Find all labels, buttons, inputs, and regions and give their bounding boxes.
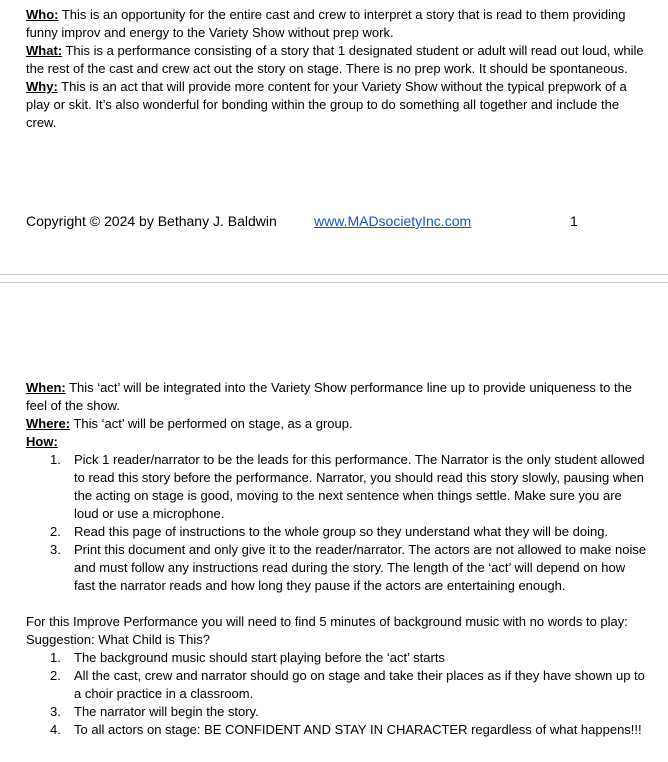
- when-text: This ‘act’ will be integrated into the Variety Show performance line up to provide uniqueness to the feel of the show.: [26, 380, 633, 413]
- list-item-number: 2.: [50, 668, 61, 683]
- list-item-text: All the cast, crew and narrator should go on stage and take their places as if they have shown up to a choir practice in a classroom.: [74, 668, 645, 701]
- when-paragraph: [26, 379, 650, 415]
- website-link[interactable]: www.MADsocietyInc.com: [314, 213, 472, 229]
- list-item: [50, 667, 648, 703]
- where-paragraph: [26, 415, 650, 433]
- who-text: This is an opportunity for the entire cast and crew to interpret a story that is read to them providing funny improv and energy to the Variety Show without prep work.: [26, 7, 626, 40]
- page-footer: [26, 211, 646, 231]
- list-item-number: 1.: [50, 650, 61, 665]
- who-label: Who:: [26, 7, 59, 22]
- what-paragraph: [26, 42, 650, 78]
- list-item-text: The background music should start playing before the ‘act’ starts: [74, 650, 445, 665]
- how-heading: [26, 433, 650, 451]
- list-item-number: 3.: [50, 704, 61, 719]
- list-item-text: The narrator will begin the story.: [74, 704, 259, 719]
- when-label: When:: [26, 380, 66, 395]
- what-label: What:: [26, 43, 63, 58]
- list-item: [50, 541, 648, 595]
- page-one: [0, 6, 668, 229]
- who-paragraph: [26, 6, 650, 42]
- list-item: [50, 721, 648, 739]
- list-item-number: 1.: [50, 452, 61, 467]
- why-paragraph: [26, 78, 650, 132]
- page-number: 1: [570, 213, 578, 229]
- list-item: [50, 523, 648, 541]
- list-item-text: To all actors on stage: BE CONFIDENT AND STAY IN CHARACTER regardless of what happens!!!: [74, 722, 642, 737]
- page-break-line-bottom: [0, 282, 668, 283]
- where-text: This ‘act’ will be performed on stage, as a group.: [70, 416, 353, 431]
- music-intro: For this Improve Performance you will need to find 5 minutes of background music with no words to play:: [26, 614, 628, 629]
- music-steps-list: [0, 649, 668, 739]
- list-item-text: Read this page of instructions to the whole group so they understand what they will be doing.: [74, 524, 609, 539]
- list-item-text: Print this document and only give it to the reader/narrator. The actors are not allowed to make noise and must follow any instructions read during the story. The length of the ‘act’ will depend on how fast the narrator reads and how long they pause if the actors are entertaining enough.: [74, 542, 647, 593]
- music-suggestion: Suggestion: What Child is This?: [26, 632, 211, 647]
- list-item-number: 4.: [50, 722, 61, 737]
- what-text: This is a performance consisting of a story that 1 designated student or adult will read out loud, while the rest of the cast and crew act out the story on stage. There is no prep work. It should be spontaneous.: [26, 43, 644, 76]
- how-label: How:: [26, 434, 58, 449]
- page-break-line-top: [0, 274, 668, 275]
- list-item: [50, 649, 648, 667]
- page-break: [0, 274, 668, 283]
- list-item: [50, 451, 648, 523]
- where-label: Where:: [26, 416, 71, 431]
- copyright-notice: Copyright © 2024 by Bethany J. Baldwin: [26, 213, 277, 229]
- list-item-number: 3.: [50, 542, 61, 557]
- why-label: Why:: [26, 79, 58, 94]
- why-text: This is an act that will provide more content for your Variety Show without the typical prepwork of a play or skit. It’s also wonderful for bonding within the group to do something all together and include the crew.: [26, 79, 627, 130]
- list-item-number: 2.: [50, 524, 61, 539]
- list-item: [50, 703, 648, 721]
- blank-line: [0, 595, 668, 613]
- how-steps-list: [0, 451, 668, 595]
- list-item-text: Pick 1 reader/narrator to be the leads for this performance. The Narrator is the only student allowed to read this story before the performance. Narrator, you should read this story slowly, pausing when the acting on stage is good, moving to the next sentence when things settle. Make sure you are loud or use a microphone.: [74, 452, 645, 521]
- page-two: [0, 379, 668, 739]
